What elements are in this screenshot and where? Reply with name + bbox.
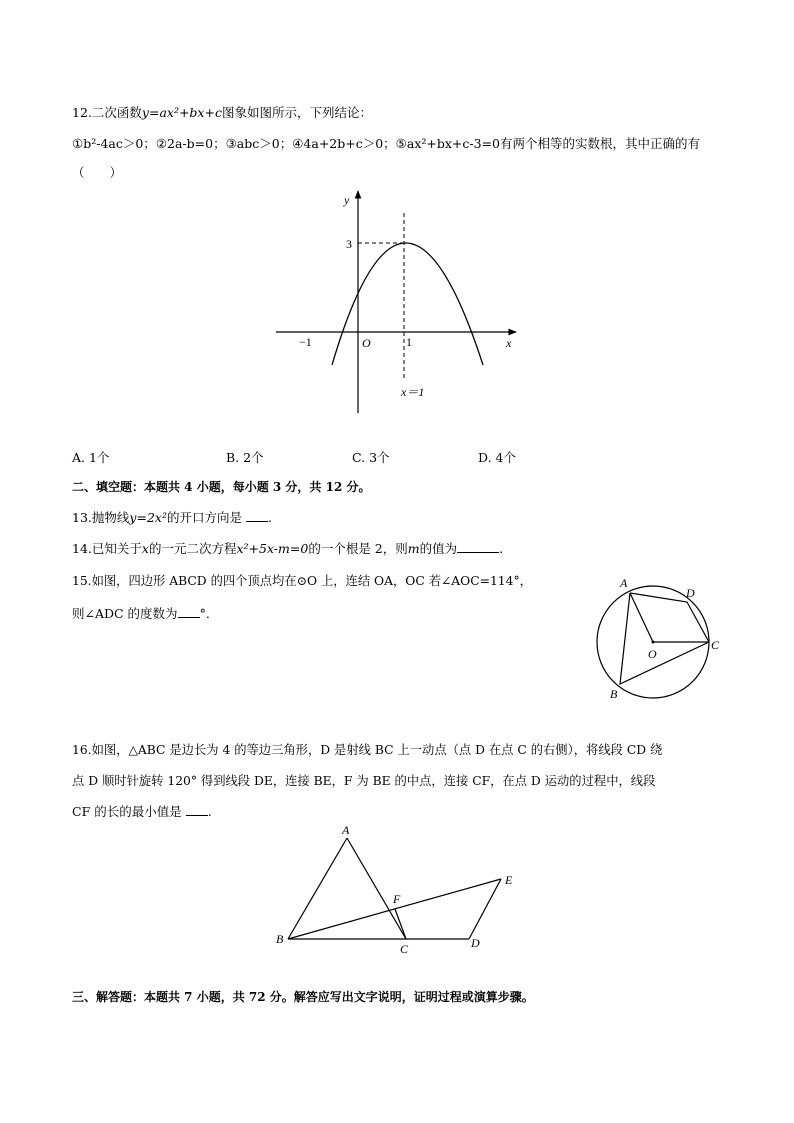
label-f: F — [393, 892, 401, 906]
q12-option-c[interactable]: C. 3个 — [352, 450, 390, 465]
q16-text-3b: . — [207, 804, 212, 819]
label-d: D — [471, 936, 480, 950]
q15-number: 15. — [72, 574, 92, 588]
q15-text-2b: °. — [199, 606, 210, 621]
section-3-heading: 三、解答题：本题共 7 小题，共 72 分。解答应写出文字说明，证明过程或演算步骤。 — [72, 990, 534, 1004]
q15-line-2 — [72, 605, 210, 623]
q12-option-b[interactable]: B. 2个 — [226, 450, 264, 465]
q16-text-1: 如图，△ABC 是边长为 4 的等边三角形，D 是射线 BC 上一动点（点 D 在点 C 的右侧），将线段 CD 绕 — [91, 743, 663, 757]
q14-equation: x²+5x-m=0 — [236, 541, 309, 556]
q12-answer-paren: （ ） — [72, 165, 123, 180]
q12-stem — [72, 104, 372, 122]
segment-be — [288, 879, 501, 939]
q12-conclusion-2: ②2a-b=0； — [155, 136, 226, 151]
segment-ac — [347, 838, 406, 939]
q13 — [72, 509, 272, 527]
label-a: A — [620, 576, 628, 590]
label-d: D — [686, 586, 695, 600]
q14-var-x: x — [141, 541, 149, 556]
q12-conclusion-3: ③abc＞0； — [225, 136, 293, 151]
q15-circle-figure — [590, 570, 730, 710]
q13-text-a: 抛物线 — [91, 510, 130, 525]
segment-ab — [288, 838, 347, 939]
q16-line-2: 点 D 顺时针旋转 120° 得到线段 DE，连接 BE，F 为 BE 的中点，连接 CF，在点 D 运动的过程中，线段 — [72, 774, 656, 788]
q12-number: 12. — [72, 105, 92, 120]
q15-line-1 — [72, 572, 532, 590]
q12-stem-text-b: 图象如图所示，下列结论： — [221, 105, 372, 120]
q14-text-a: 已知关于 — [91, 541, 142, 556]
q14-text-d: 的值为 — [419, 541, 458, 556]
q15-text-2a: 则∠ADC 的度数为 — [72, 606, 178, 621]
symmetry-label: x＝1 — [401, 385, 425, 399]
x-axis-label: x — [506, 336, 512, 350]
q12-function: y=ax²+bx+c — [141, 105, 222, 120]
q13-end: . — [267, 510, 272, 525]
q12-conclusions — [72, 135, 700, 153]
q14-end: . — [499, 541, 504, 556]
q14-text-c: 的一个根是 2，则 — [308, 541, 408, 556]
q14 — [72, 540, 503, 558]
quadrilateral-abcd — [620, 593, 709, 684]
tick-3: 3 — [346, 237, 352, 251]
q13-answer-blank[interactable] — [246, 509, 268, 522]
q15-text-1: 如图，四边形 ABCD 的四个顶点均在⊙O 上，连结 OA，OC 若∠AOC=114°， — [91, 574, 532, 588]
q12-conclusion-5: ⑤ax²+bx+c-3=0有两个相等的实数根，其中正确的有 — [395, 136, 700, 151]
q14-text-b: 的一元二次方程 — [148, 541, 237, 556]
tick-1: 1 — [406, 335, 412, 349]
q15-answer-blank[interactable] — [178, 605, 200, 618]
origin-label: O — [362, 336, 371, 350]
segment-oa — [630, 593, 653, 642]
q14-var-m: m — [407, 541, 420, 556]
q16-answer-blank[interactable] — [186, 803, 208, 816]
label-o: O — [648, 647, 657, 661]
label-b: B — [276, 932, 284, 946]
q14-answer-blank[interactable] — [457, 540, 499, 553]
q14-number: 14. — [72, 541, 92, 556]
label-c: C — [400, 942, 409, 956]
label-e: E — [505, 873, 513, 887]
q13-number: 13. — [72, 510, 92, 525]
q16-text-3a: CF 的长的最小值是 — [72, 804, 182, 819]
label-b: B — [610, 687, 618, 701]
q16-line-1 — [72, 741, 662, 759]
label-a: A — [342, 823, 350, 837]
q16-number: 16. — [72, 743, 92, 757]
q13-function: y=2x² — [129, 510, 167, 525]
q12-conclusion-4: ④4a+2b+c＞0； — [292, 136, 396, 151]
q12-option-a[interactable]: A. 1个 — [72, 450, 110, 465]
q16-triangle-figure — [270, 822, 530, 957]
q12-conclusion-1: ①b²-4ac＞0； — [72, 136, 156, 151]
y-axis-label: y — [344, 193, 350, 207]
q16-line-3 — [72, 803, 212, 821]
q12-option-d[interactable]: D. 4个 — [478, 450, 516, 465]
segment-de — [469, 879, 501, 939]
tick-neg1: −1 — [299, 335, 312, 349]
q12-parabola-graph — [270, 185, 530, 420]
label-c: C — [711, 638, 720, 652]
center-point — [652, 641, 655, 644]
q13-text-b: 的开口方向是 — [166, 510, 242, 525]
section-2-heading: 二、填空题：本题共 4 小题，每小题 3 分，共 12 分。 — [72, 480, 371, 494]
q12-stem-text-a: 二次函数 — [91, 105, 142, 120]
